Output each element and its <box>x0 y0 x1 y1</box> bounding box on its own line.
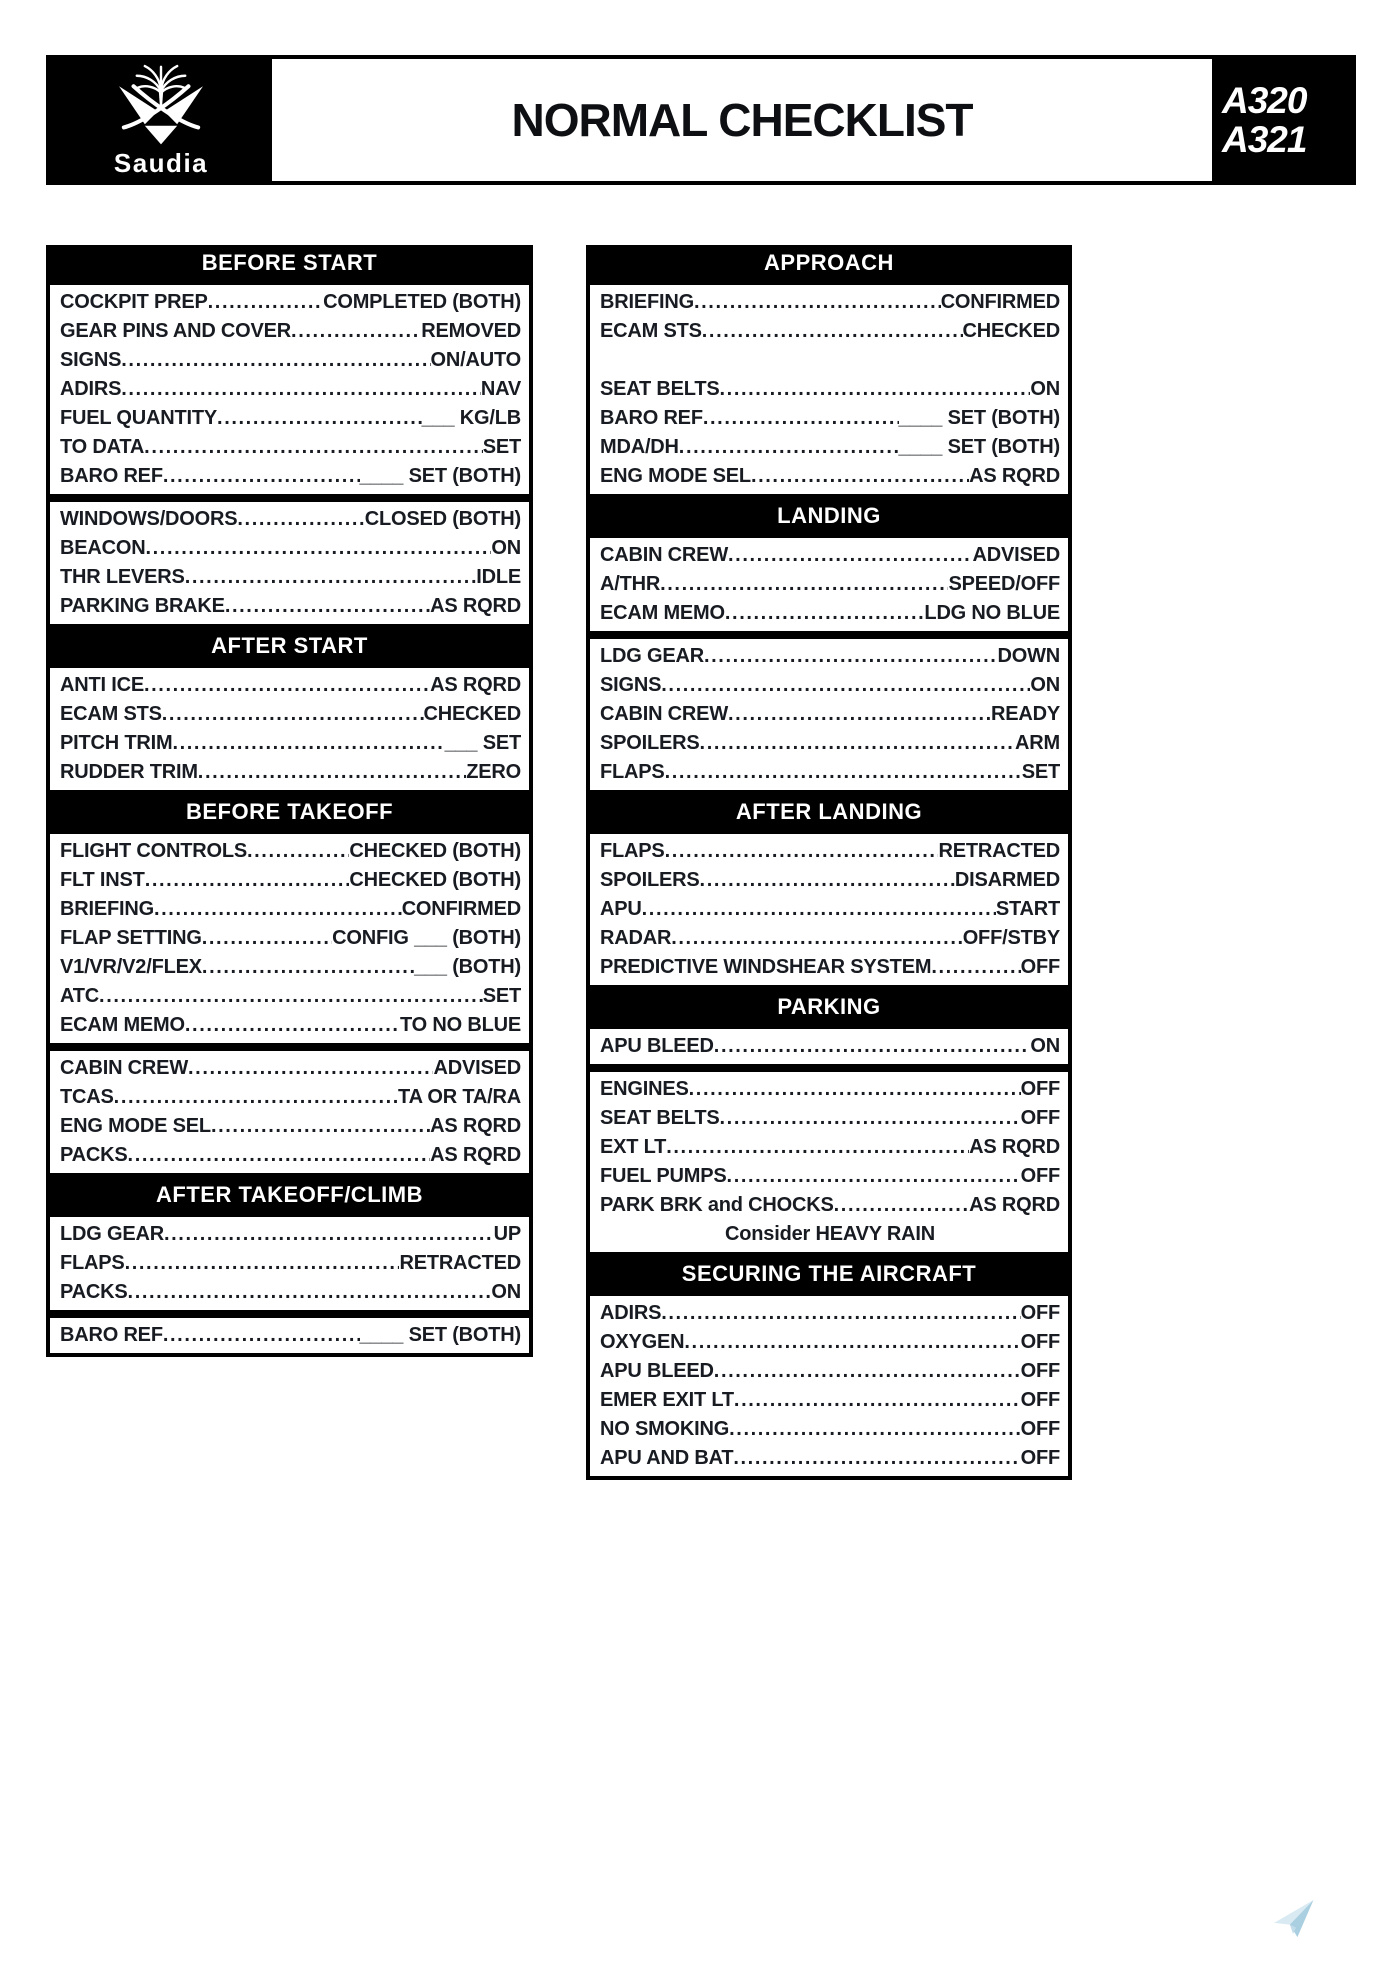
dot-leader <box>145 534 491 563</box>
item-label: APU BLEED <box>600 1360 714 1382</box>
item-label: NO SMOKING <box>600 1418 730 1440</box>
checklist-item <box>60 982 521 1011</box>
item-label: SEAT BELTS <box>600 1107 720 1129</box>
item-label: FLAPS <box>600 840 665 862</box>
section-title: AFTER TAKEOFF/CLIMB <box>46 1177 533 1213</box>
dot-leader <box>661 1299 1020 1328</box>
item-value: ON <box>1030 378 1060 400</box>
dot-leader <box>728 541 972 570</box>
item-value: OFF <box>1020 1165 1060 1187</box>
item-label: A/THR <box>600 573 661 595</box>
checklist-item <box>60 758 521 787</box>
item-value: OFF <box>1020 1331 1060 1353</box>
aircraft-badge <box>1212 59 1352 181</box>
item-label: FLIGHT CONTROLS <box>60 840 247 862</box>
item-value: AS RQRD <box>430 595 521 617</box>
saudia-logo <box>50 59 272 181</box>
checklist-item <box>60 1249 521 1278</box>
page-title: NORMAL CHECKLIST <box>511 94 973 146</box>
checklist-item <box>60 462 521 491</box>
dot-leader <box>733 1444 1020 1473</box>
checklist-item <box>600 1162 1060 1191</box>
item-label: SIGNS <box>60 349 122 371</box>
item-label: SEAT BELTS <box>600 378 720 400</box>
item-label: PREDICTIVE WINDSHEAR SYSTEM <box>600 956 932 978</box>
checklist-group <box>586 635 1072 794</box>
dot-leader <box>172 729 444 758</box>
item-value: ON <box>1030 1035 1060 1057</box>
item-label: BARO REF <box>60 465 163 487</box>
checklist-item <box>60 592 521 621</box>
checklist-column-left <box>46 245 533 1480</box>
item-label: ECAM MEMO <box>600 602 725 624</box>
checklist-item <box>60 895 521 924</box>
paper-plane-watermark-icon <box>1269 1897 1320 1943</box>
item-label: PACKS <box>60 1144 128 1166</box>
checklist-item <box>600 671 1060 700</box>
item-value: COMPLETED (BOTH) <box>323 291 521 313</box>
dot-leader <box>714 1357 1021 1386</box>
checklist-item <box>60 1220 521 1249</box>
item-value: OFF <box>1020 1107 1060 1129</box>
dot-leader <box>128 1141 431 1170</box>
item-value: RETRACTED <box>399 1252 521 1274</box>
checklist-item <box>600 866 1060 895</box>
section-after-landing <box>586 794 1072 989</box>
item-label: FUEL QUANTITY <box>60 407 218 429</box>
dot-leader <box>665 758 1022 787</box>
checklist-item <box>600 642 1060 671</box>
item-value: ____ SET (BOTH) <box>359 1324 521 1346</box>
item-label: BRIEFING <box>600 291 694 313</box>
title-area <box>272 59 1212 181</box>
dot-leader <box>703 404 899 433</box>
item-value: AS RQRD <box>430 1144 521 1166</box>
item-value: OFF <box>1020 1302 1060 1324</box>
item-value: SET <box>482 436 521 458</box>
item-value: TA OR TA/RA <box>398 1086 521 1108</box>
checklist-item <box>60 433 521 462</box>
item-value: OFF <box>1020 956 1060 978</box>
item-value: CHECKED (BOTH) <box>349 869 521 891</box>
item-label: EMER EXIT LT <box>600 1389 734 1411</box>
item-value: OFF <box>1020 1389 1060 1411</box>
dot-leader <box>689 1075 1021 1104</box>
item-label: SPOILERS <box>600 869 700 891</box>
item-value: OFF <box>1020 1078 1060 1100</box>
item-value: AS RQRD <box>969 1136 1060 1158</box>
dot-leader <box>660 570 948 599</box>
checklist-item <box>600 924 1060 953</box>
item-value: ON/AUTO <box>430 349 521 371</box>
section-title: AFTER START <box>46 628 533 664</box>
item-value: CONFIRMED <box>401 898 521 920</box>
checklist-item <box>60 404 521 433</box>
item-value: AS RQRD <box>430 1115 521 1137</box>
item-value: CLOSED (BOTH) <box>364 508 521 530</box>
checklist-group <box>46 830 533 1047</box>
dot-leader <box>208 288 323 317</box>
dot-leader <box>720 375 1031 404</box>
checklist-item <box>600 729 1060 758</box>
item-value: RETRACTED <box>938 840 1060 862</box>
dot-leader <box>144 671 430 700</box>
item-label: GEAR PINS AND COVER <box>60 320 292 342</box>
section-approach <box>586 245 1072 498</box>
item-value: ON <box>491 1281 521 1303</box>
checklist-item <box>60 729 521 758</box>
dot-leader <box>666 1133 969 1162</box>
checklist-item <box>60 288 521 317</box>
checklist-item <box>600 758 1060 787</box>
checklist-item <box>60 1083 521 1112</box>
item-label: ECAM MEMO <box>60 1014 185 1036</box>
section-before-start <box>46 245 533 628</box>
checklist-item <box>600 895 1060 924</box>
dot-leader <box>202 953 414 982</box>
item-label: ENG MODE SEL <box>60 1115 211 1137</box>
item-value: OFF <box>1020 1447 1060 1469</box>
checklist-item <box>60 1321 521 1350</box>
checklist-item <box>60 924 521 953</box>
item-label: BEACON <box>60 537 146 559</box>
item-value: READY <box>990 703 1060 725</box>
checklist-group <box>586 534 1072 635</box>
item-label: CABIN CREW <box>600 703 728 725</box>
dot-leader <box>727 1162 1021 1191</box>
item-label: TCAS <box>60 1086 114 1108</box>
dot-leader <box>291 317 421 346</box>
checklist-group <box>46 1213 533 1314</box>
checklist-group <box>46 1314 533 1357</box>
dot-leader <box>714 1032 1031 1061</box>
item-value: ____ SET (BOTH) <box>898 407 1060 429</box>
checklist-group <box>586 830 1072 989</box>
item-value: REMOVED <box>421 320 521 342</box>
checklist-item <box>600 1191 1060 1220</box>
item-value: ZERO <box>466 761 521 783</box>
item-label: PACKS <box>60 1281 128 1303</box>
dot-leader <box>198 758 466 787</box>
dot-leader <box>665 837 939 866</box>
item-label: RUDDER TRIM <box>60 761 198 783</box>
dot-leader <box>720 1104 1021 1133</box>
checklist-group <box>46 1047 533 1177</box>
item-label: ECAM STS <box>600 320 702 342</box>
item-value: SET <box>482 985 521 1007</box>
item-label: APU BLEED <box>600 1035 714 1057</box>
item-value: SPEED/OFF <box>948 573 1060 595</box>
section-title: BEFORE START <box>46 245 533 281</box>
note-text: Consider HEAVY RAIN <box>725 1223 935 1245</box>
item-label: APU AND BAT <box>600 1447 734 1469</box>
checklist-item <box>60 563 521 592</box>
section-title: PARKING <box>586 989 1072 1025</box>
dot-leader <box>162 700 424 729</box>
item-label: ADIRS <box>60 378 122 400</box>
dot-leader <box>684 1328 1020 1357</box>
item-value: ___ (BOTH) <box>414 956 521 978</box>
item-value: ON <box>491 537 521 559</box>
checklist-item <box>600 288 1060 317</box>
section-before-takeoff <box>46 794 533 1177</box>
dot-leader <box>121 375 481 404</box>
section-after-takeoff-climb <box>46 1177 533 1357</box>
saudia-wordmark: Saudia <box>113 147 209 178</box>
dot-leader <box>725 599 925 628</box>
checklist-group <box>586 1292 1072 1480</box>
item-value: ___ SET <box>444 732 521 754</box>
checklist-group <box>586 281 1072 498</box>
checklist-item <box>60 1054 521 1083</box>
checklist-item <box>600 953 1060 982</box>
dot-leader <box>700 866 955 895</box>
checklist-column-right <box>586 245 1072 1480</box>
dot-leader <box>99 982 483 1011</box>
dot-leader <box>679 433 899 462</box>
checklist-item <box>600 1328 1060 1357</box>
checklist-item <box>60 953 521 982</box>
dot-leader <box>225 592 430 621</box>
item-label: SIGNS <box>600 674 662 696</box>
item-value: SET <box>1021 761 1060 783</box>
checklist-item <box>600 1104 1060 1133</box>
checklist-group <box>586 1025 1072 1068</box>
item-label: BARO REF <box>600 407 703 429</box>
checklist-group <box>46 664 533 794</box>
checklist-item <box>600 570 1060 599</box>
item-value: ARM <box>1015 732 1060 754</box>
item-label: PARKING BRAKE <box>60 595 225 617</box>
dot-leader <box>114 1083 398 1112</box>
checklist-item <box>60 317 521 346</box>
checklist-item <box>60 505 521 534</box>
checklist-group <box>586 1068 1072 1256</box>
item-value: CONFIRMED <box>940 291 1060 313</box>
dot-leader <box>163 1321 360 1350</box>
item-value: LDG NO BLUE <box>924 602 1060 624</box>
item-label: WINDOWS/DOORS <box>60 508 238 530</box>
dot-leader <box>834 1191 970 1220</box>
item-label: BARO REF <box>60 1324 163 1346</box>
item-label: FLAPS <box>60 1252 125 1274</box>
dot-leader <box>751 462 969 491</box>
dot-leader <box>237 505 364 534</box>
item-label: V1/VR/V2/FLEX <box>60 956 202 978</box>
item-value: TO NO BLUE <box>400 1014 521 1036</box>
dot-leader <box>164 1220 494 1249</box>
dot-leader <box>247 837 349 866</box>
checklist-item <box>60 866 521 895</box>
checklist-item <box>60 700 521 729</box>
dot-leader <box>729 1415 1020 1444</box>
section-landing <box>586 498 1072 794</box>
aircraft-type-a320: A320 <box>1222 79 1307 121</box>
checklist-item <box>600 462 1060 491</box>
item-value: NAV <box>480 378 521 400</box>
dot-leader <box>728 700 991 729</box>
document-header <box>46 55 1356 185</box>
checklist-item <box>600 1299 1060 1328</box>
item-label: PARK BRK and CHOCKS <box>600 1194 834 1216</box>
dot-leader <box>128 1278 492 1307</box>
dot-leader <box>163 462 360 491</box>
checklist-item <box>60 671 521 700</box>
checklist-item <box>600 837 1060 866</box>
item-label: FLT INST <box>60 869 145 891</box>
checklist-item <box>600 1444 1060 1473</box>
item-value: DISARMED <box>954 869 1060 891</box>
item-label: PITCH TRIM <box>60 732 173 754</box>
checklist-group <box>46 281 533 498</box>
item-value: DOWN <box>997 645 1060 667</box>
dot-leader <box>702 317 963 346</box>
item-label: APU <box>600 898 642 920</box>
item-label: RADAR <box>600 927 672 949</box>
checklist-item <box>600 1032 1060 1061</box>
dot-leader <box>202 924 332 953</box>
item-label: COCKPIT PREP <box>60 291 208 313</box>
checklist-item <box>60 375 521 404</box>
item-value: ON <box>1030 674 1060 696</box>
dot-leader <box>188 1054 433 1083</box>
dot-leader <box>642 895 996 924</box>
dot-leader <box>154 895 402 924</box>
item-value: ____ SET (BOTH) <box>898 436 1060 458</box>
item-label: EXT LT <box>600 1136 667 1158</box>
dot-leader <box>217 404 422 433</box>
item-label: ATC <box>60 985 100 1007</box>
item-label: LDG GEAR <box>60 1223 164 1245</box>
item-label: CABIN CREW <box>600 544 728 566</box>
section-title: AFTER LANDING <box>586 794 1072 830</box>
section-title: APPROACH <box>586 245 1072 281</box>
dot-leader <box>144 433 483 462</box>
checklist-item <box>600 1386 1060 1415</box>
dot-leader <box>694 288 941 317</box>
dot-leader <box>931 953 1020 982</box>
item-value: CHECKED <box>423 703 521 725</box>
item-label: ADIRS <box>600 1302 662 1324</box>
checklist-item <box>60 837 521 866</box>
item-value: AS RQRD <box>969 1194 1060 1216</box>
item-label: BRIEFING <box>60 898 154 920</box>
item-value: ADVISED <box>433 1057 521 1079</box>
item-label: ECAM STS <box>60 703 162 725</box>
item-label: ENG MODE SEL <box>600 465 751 487</box>
dot-leader <box>734 1386 1021 1415</box>
checklist-item <box>60 346 521 375</box>
checklist-item <box>600 1075 1060 1104</box>
item-value: OFF <box>1020 1418 1060 1440</box>
checklist-columns <box>46 245 1072 1480</box>
item-label: FLAP SETTING <box>60 927 202 949</box>
dot-leader <box>700 729 1016 758</box>
item-value: OFF/STBY <box>962 927 1060 949</box>
checklist-item <box>60 1011 521 1040</box>
dot-leader <box>145 866 350 895</box>
dot-leader <box>121 346 430 375</box>
item-value: CONFIG ___ (BOTH) <box>332 927 521 949</box>
checklist-item <box>600 317 1060 346</box>
checklist-group <box>46 498 533 628</box>
dot-leader <box>661 671 1030 700</box>
item-label: TO DATA <box>60 436 145 458</box>
section-parking <box>586 989 1072 1256</box>
item-value: AS RQRD <box>969 465 1060 487</box>
item-label: ENGINES <box>600 1078 689 1100</box>
checklist-item <box>60 1278 521 1307</box>
dot-leader <box>125 1249 400 1278</box>
item-label: MDA/DH <box>600 436 679 458</box>
section-title: SECURING THE AIRCRAFT <box>586 1256 1072 1292</box>
item-value: ____ SET (BOTH) <box>359 465 521 487</box>
dot-leader <box>211 1112 430 1141</box>
section-title: LANDING <box>586 498 1072 534</box>
item-label: OXYGEN <box>600 1331 685 1353</box>
dot-leader <box>704 642 998 671</box>
dot-leader <box>671 924 962 953</box>
aircraft-type-a321: A321 <box>1222 119 1307 160</box>
item-value: IDLE <box>476 566 521 588</box>
checklist-item <box>600 1415 1060 1444</box>
section-after-start <box>46 628 533 794</box>
checklist-item <box>600 404 1060 433</box>
checklist-item <box>60 534 521 563</box>
checklist-item <box>600 599 1060 628</box>
item-value: ADVISED <box>972 544 1060 566</box>
checklist-item <box>600 700 1060 729</box>
dot-leader <box>185 1011 400 1040</box>
checklist-item <box>600 375 1060 404</box>
checklist-item <box>600 1357 1060 1386</box>
item-label: THR LEVERS <box>60 566 185 588</box>
item-value: START <box>995 898 1060 920</box>
item-label: ANTI ICE <box>60 674 144 696</box>
item-label: SPOILERS <box>600 732 700 754</box>
item-label: FLAPS <box>600 761 665 783</box>
item-value: CHECKED <box>962 320 1060 342</box>
checklist-item <box>600 1133 1060 1162</box>
checklist-item <box>600 433 1060 462</box>
saudia-emblem-icon <box>108 62 214 146</box>
item-value: OFF <box>1020 1360 1060 1382</box>
note-row <box>600 1220 1060 1249</box>
section-title: BEFORE TAKEOFF <box>46 794 533 830</box>
checklist-item <box>600 541 1060 570</box>
checklist-item <box>60 1112 521 1141</box>
checklist-item <box>60 1141 521 1170</box>
item-label: LDG GEAR <box>600 645 704 667</box>
item-value: CHECKED (BOTH) <box>349 840 521 862</box>
dot-leader <box>185 563 477 592</box>
section-securing-the-aircraft <box>586 1256 1072 1480</box>
item-value: AS RQRD <box>430 674 521 696</box>
item-label: FUEL PUMPS <box>600 1165 727 1187</box>
item-label: CABIN CREW <box>60 1057 188 1079</box>
item-value: UP <box>493 1223 521 1245</box>
item-value: ___ KG/LB <box>421 407 521 429</box>
